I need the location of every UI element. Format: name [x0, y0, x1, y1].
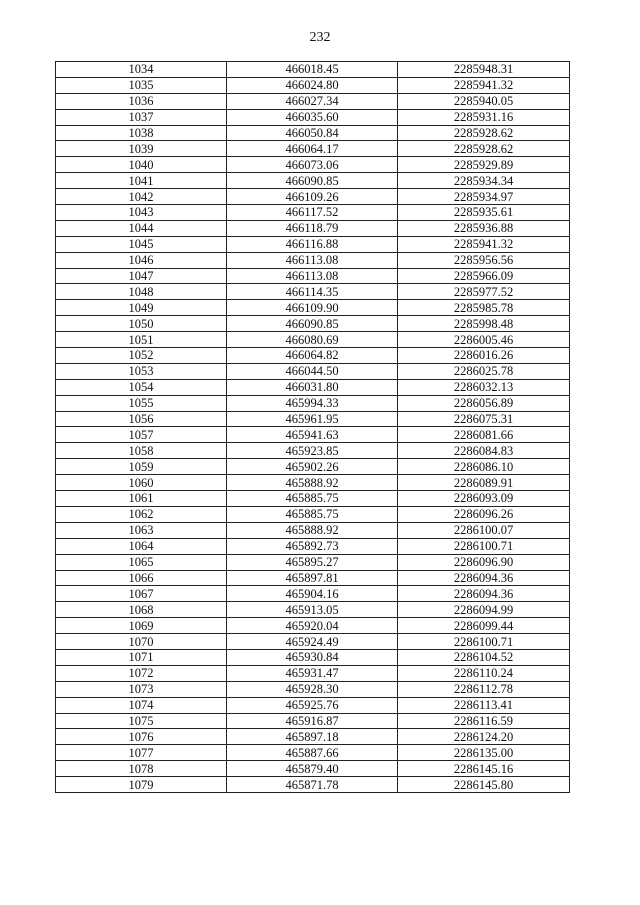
point-number-cell: 1046: [56, 252, 227, 268]
table-row: [56, 411, 570, 427]
x-coordinate-cell: 465961.95: [227, 411, 398, 427]
table-row: [56, 745, 570, 761]
point-number-cell: 1052: [56, 348, 227, 364]
table-row: [56, 459, 570, 475]
point-number-cell: 1071: [56, 649, 227, 665]
y-coordinate-cell: 2285998.48: [398, 316, 570, 332]
y-coordinate-cell: 2286100.71: [398, 538, 570, 554]
y-coordinate-cell: 2285935.61: [398, 205, 570, 221]
y-coordinate-cell: 2286145.80: [398, 777, 570, 793]
point-number-cell: 1054: [56, 379, 227, 395]
y-coordinate-cell: 2285940.05: [398, 93, 570, 109]
point-number-cell: 1047: [56, 268, 227, 284]
table-row: [56, 681, 570, 697]
table-row: [56, 729, 570, 745]
y-coordinate-cell: 2286016.26: [398, 348, 570, 364]
x-coordinate-cell: 466035.60: [227, 109, 398, 125]
table-row: [56, 777, 570, 793]
x-coordinate-cell: 465941.63: [227, 427, 398, 443]
y-coordinate-cell: 2285977.52: [398, 284, 570, 300]
y-coordinate-cell: 2286099.44: [398, 618, 570, 634]
x-coordinate-cell: 466090.85: [227, 316, 398, 332]
x-coordinate-cell: 466109.90: [227, 300, 398, 316]
x-coordinate-cell: 466109.26: [227, 189, 398, 205]
table-row: [56, 332, 570, 348]
table-row: [56, 491, 570, 507]
y-coordinate-cell: 2285931.16: [398, 109, 570, 125]
x-coordinate-cell: 465902.26: [227, 459, 398, 475]
x-coordinate-cell: 465892.73: [227, 538, 398, 554]
table-row: [56, 252, 570, 268]
table-row: [56, 506, 570, 522]
y-coordinate-cell: 2285948.31: [398, 62, 570, 78]
point-number-cell: 1040: [56, 157, 227, 173]
x-coordinate-cell: 466090.85: [227, 173, 398, 189]
point-number-cell: 1045: [56, 236, 227, 252]
x-coordinate-cell: 465885.75: [227, 506, 398, 522]
y-coordinate-cell: 2285934.97: [398, 189, 570, 205]
y-coordinate-cell: 2286094.36: [398, 586, 570, 602]
point-number-cell: 1062: [56, 506, 227, 522]
table-row: [56, 77, 570, 93]
table-row: [56, 220, 570, 236]
y-coordinate-cell: 2286096.26: [398, 506, 570, 522]
table-row: [56, 665, 570, 681]
point-number-cell: 1057: [56, 427, 227, 443]
point-number-cell: 1078: [56, 761, 227, 777]
table-row: [56, 634, 570, 650]
x-coordinate-cell: 465895.27: [227, 554, 398, 570]
x-coordinate-cell: 466073.06: [227, 157, 398, 173]
point-number-cell: 1041: [56, 173, 227, 189]
point-number-cell: 1042: [56, 189, 227, 205]
y-coordinate-cell: 2286116.59: [398, 713, 570, 729]
x-coordinate-cell: 465924.49: [227, 634, 398, 650]
x-coordinate-cell: 465913.05: [227, 602, 398, 618]
table-row: [56, 109, 570, 125]
point-number-cell: 1079: [56, 777, 227, 793]
point-number-cell: 1063: [56, 522, 227, 538]
x-coordinate-cell: 465887.66: [227, 745, 398, 761]
table-row: [56, 554, 570, 570]
y-coordinate-cell: 2286110.24: [398, 665, 570, 681]
point-number-cell: 1058: [56, 443, 227, 459]
y-coordinate-cell: 2285928.62: [398, 141, 570, 157]
point-number-cell: 1061: [56, 491, 227, 507]
table-row: [56, 713, 570, 729]
table-row: [56, 125, 570, 141]
point-number-cell: 1066: [56, 570, 227, 586]
table-row: [56, 189, 570, 205]
y-coordinate-cell: 2285934.34: [398, 173, 570, 189]
x-coordinate-cell: 466114.35: [227, 284, 398, 300]
y-coordinate-cell: 2286025.78: [398, 363, 570, 379]
point-number-cell: 1049: [56, 300, 227, 316]
y-coordinate-cell: 2286094.36: [398, 570, 570, 586]
table-row: [56, 379, 570, 395]
point-number-cell: 1048: [56, 284, 227, 300]
x-coordinate-cell: 466024.80: [227, 77, 398, 93]
y-coordinate-cell: 2286145.16: [398, 761, 570, 777]
x-coordinate-cell: 466116.88: [227, 236, 398, 252]
x-coordinate-cell: 466031.80: [227, 379, 398, 395]
x-coordinate-cell: 465885.75: [227, 491, 398, 507]
table-row: [56, 649, 570, 665]
table-row: [56, 761, 570, 777]
x-coordinate-cell: 466080.69: [227, 332, 398, 348]
point-number-cell: 1035: [56, 77, 227, 93]
y-coordinate-cell: 2286084.83: [398, 443, 570, 459]
point-number-cell: 1076: [56, 729, 227, 745]
x-coordinate-cell: 465994.33: [227, 395, 398, 411]
table-row: [56, 173, 570, 189]
point-number-cell: 1037: [56, 109, 227, 125]
point-number-cell: 1038: [56, 125, 227, 141]
x-coordinate-cell: 465888.92: [227, 475, 398, 491]
point-number-cell: 1070: [56, 634, 227, 650]
x-coordinate-cell: 465916.87: [227, 713, 398, 729]
x-coordinate-cell: 466050.84: [227, 125, 398, 141]
y-coordinate-cell: 2285985.78: [398, 300, 570, 316]
y-coordinate-cell: 2286124.20: [398, 729, 570, 745]
coordinates-table: [55, 61, 570, 793]
point-number-cell: 1075: [56, 713, 227, 729]
x-coordinate-cell: 465888.92: [227, 522, 398, 538]
y-coordinate-cell: 2286056.89: [398, 395, 570, 411]
table-row: [56, 618, 570, 634]
y-coordinate-cell: 2286112.78: [398, 681, 570, 697]
y-coordinate-cell: 2286113.41: [398, 697, 570, 713]
point-number-cell: 1059: [56, 459, 227, 475]
point-number-cell: 1073: [56, 681, 227, 697]
table-row: [56, 427, 570, 443]
table-row: [56, 522, 570, 538]
x-coordinate-cell: 465931.47: [227, 665, 398, 681]
table-row: [56, 586, 570, 602]
x-coordinate-cell: 465920.04: [227, 618, 398, 634]
y-coordinate-cell: 2286005.46: [398, 332, 570, 348]
table-row: [56, 602, 570, 618]
y-coordinate-cell: 2286094.99: [398, 602, 570, 618]
table-row: [56, 284, 570, 300]
point-number-cell: 1056: [56, 411, 227, 427]
table-row: [56, 141, 570, 157]
point-number-cell: 1051: [56, 332, 227, 348]
y-coordinate-cell: 2286100.07: [398, 522, 570, 538]
y-coordinate-cell: 2286096.90: [398, 554, 570, 570]
y-coordinate-cell: 2285936.88: [398, 220, 570, 236]
point-number-cell: 1064: [56, 538, 227, 554]
x-coordinate-cell: 466018.45: [227, 62, 398, 78]
table-row: [56, 570, 570, 586]
page-number: 232: [309, 30, 331, 45]
table-row: [56, 316, 570, 332]
x-coordinate-cell: 465897.81: [227, 570, 398, 586]
y-coordinate-cell: 2286089.91: [398, 475, 570, 491]
table-row: [56, 697, 570, 713]
y-coordinate-cell: 2285966.09: [398, 268, 570, 284]
point-number-cell: 1072: [56, 665, 227, 681]
point-number-cell: 1044: [56, 220, 227, 236]
y-coordinate-cell: 2286135.00: [398, 745, 570, 761]
point-number-cell: 1069: [56, 618, 227, 634]
table-row: [56, 538, 570, 554]
y-coordinate-cell: 2286100.71: [398, 634, 570, 650]
point-number-cell: 1077: [56, 745, 227, 761]
x-coordinate-cell: 466117.52: [227, 205, 398, 221]
table-row: [56, 395, 570, 411]
x-coordinate-cell: 466113.08: [227, 268, 398, 284]
table-row: [56, 475, 570, 491]
point-number-cell: 1034: [56, 62, 227, 78]
x-coordinate-cell: 465904.16: [227, 586, 398, 602]
table-row: [56, 348, 570, 364]
table-row: [56, 443, 570, 459]
x-coordinate-cell: 465923.85: [227, 443, 398, 459]
y-coordinate-cell: 2286093.09: [398, 491, 570, 507]
table-row: [56, 205, 570, 221]
y-coordinate-cell: 2286086.10: [398, 459, 570, 475]
x-coordinate-cell: 466027.34: [227, 93, 398, 109]
y-coordinate-cell: 2285956.56: [398, 252, 570, 268]
coordinates-table-body: [56, 62, 570, 793]
point-number-cell: 1060: [56, 475, 227, 491]
table-row: [56, 62, 570, 78]
point-number-cell: 1050: [56, 316, 227, 332]
point-number-cell: 1053: [56, 363, 227, 379]
table-row: [56, 236, 570, 252]
x-coordinate-cell: 465897.18: [227, 729, 398, 745]
table-row: [56, 93, 570, 109]
y-coordinate-cell: 2286104.52: [398, 649, 570, 665]
x-coordinate-cell: 466064.82: [227, 348, 398, 364]
y-coordinate-cell: 2285941.32: [398, 77, 570, 93]
x-coordinate-cell: 465930.84: [227, 649, 398, 665]
x-coordinate-cell: 465871.78: [227, 777, 398, 793]
y-coordinate-cell: 2286032.13: [398, 379, 570, 395]
point-number-cell: 1065: [56, 554, 227, 570]
point-number-cell: 1067: [56, 586, 227, 602]
x-coordinate-cell: 465925.76: [227, 697, 398, 713]
y-coordinate-cell: 2286075.31: [398, 411, 570, 427]
y-coordinate-cell: 2285941.32: [398, 236, 570, 252]
y-coordinate-cell: 2285929.89: [398, 157, 570, 173]
table-row: [56, 363, 570, 379]
point-number-cell: 1043: [56, 205, 227, 221]
x-coordinate-cell: 465879.40: [227, 761, 398, 777]
table-row: [56, 268, 570, 284]
y-coordinate-cell: 2286081.66: [398, 427, 570, 443]
point-number-cell: 1055: [56, 395, 227, 411]
point-number-cell: 1036: [56, 93, 227, 109]
point-number-cell: 1039: [56, 141, 227, 157]
y-coordinate-cell: 2285928.62: [398, 125, 570, 141]
x-coordinate-cell: 465928.30: [227, 681, 398, 697]
x-coordinate-cell: 466064.17: [227, 141, 398, 157]
x-coordinate-cell: 466044.50: [227, 363, 398, 379]
point-number-cell: 1068: [56, 602, 227, 618]
x-coordinate-cell: 466113.08: [227, 252, 398, 268]
table-row: [56, 300, 570, 316]
point-number-cell: 1074: [56, 697, 227, 713]
table-row: [56, 157, 570, 173]
x-coordinate-cell: 466118.79: [227, 220, 398, 236]
